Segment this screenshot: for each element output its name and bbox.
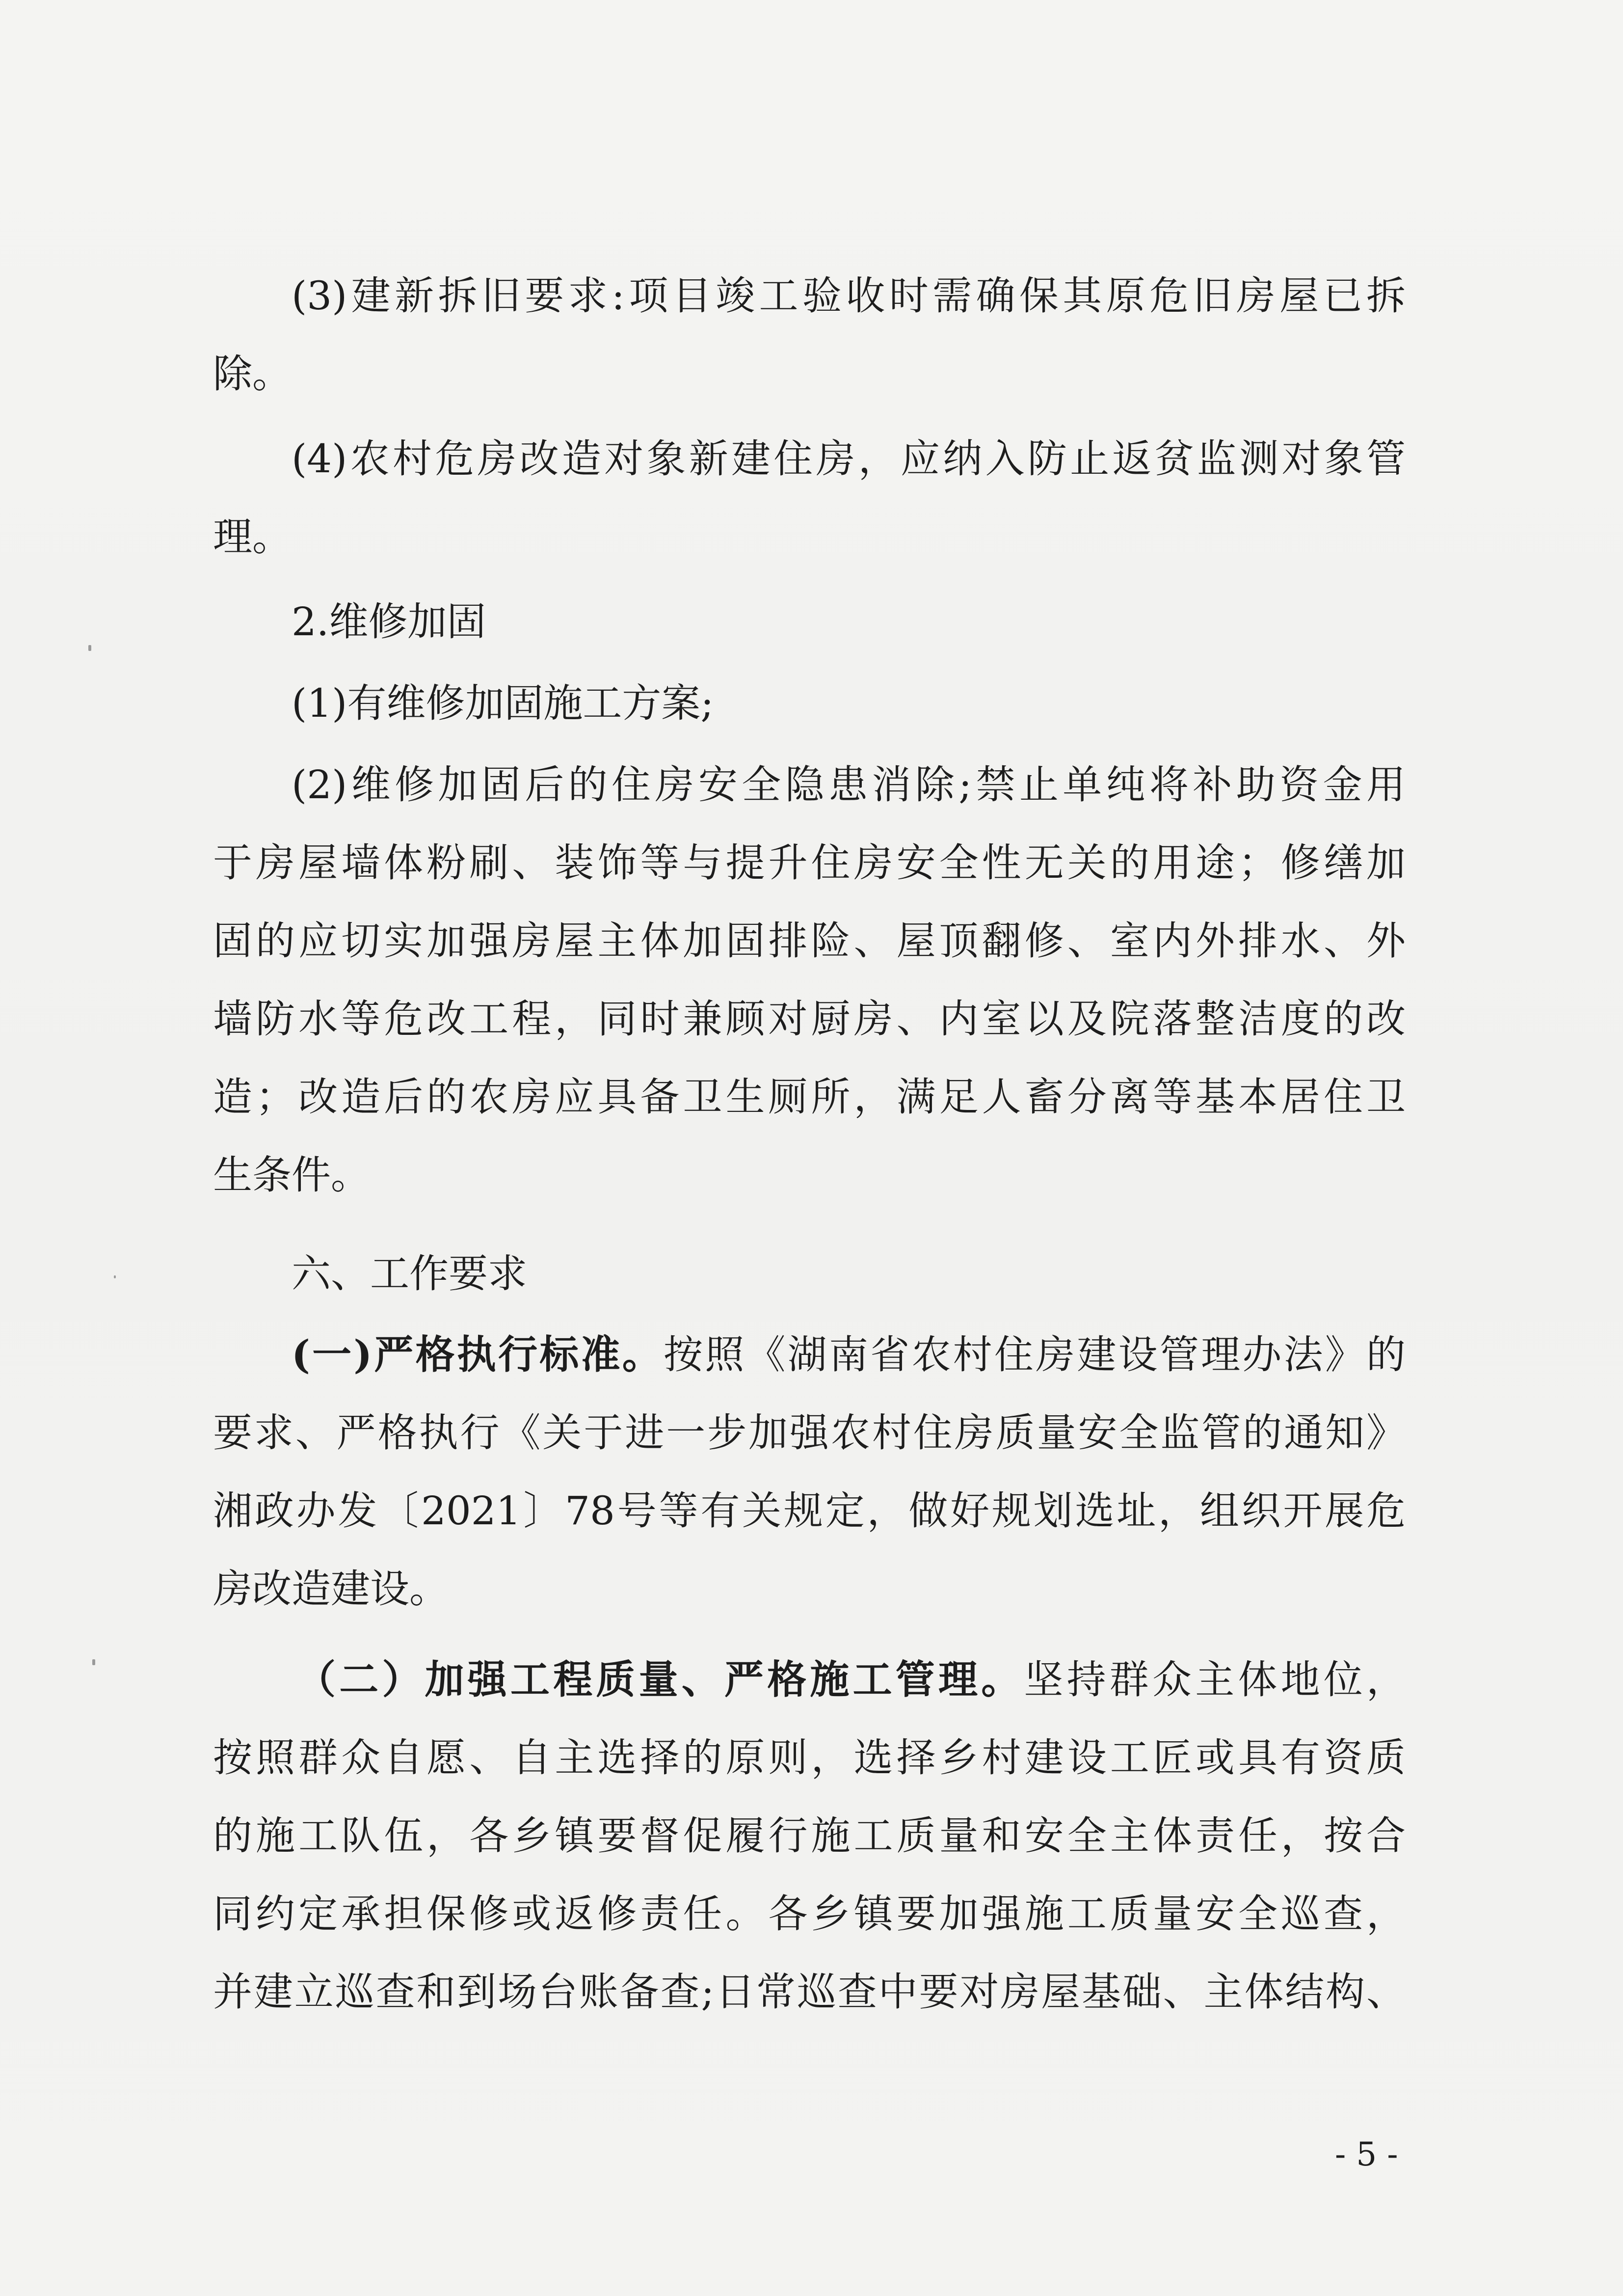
- text-line: 生条件。: [213, 1152, 370, 1198]
- text-line: 于房屋墙体粉刷、装饰等与提升住房安全性无关的用途；修缮加: [213, 840, 1406, 886]
- text-line: [213, 1641, 1406, 1719]
- paragraph-quality-management: [213, 1641, 1406, 2031]
- text-line: 按照群众自愿、自主选择的原则，选择乡村建设工匠或具有资质: [213, 1735, 1406, 1781]
- text-run: 按照《湖南省农村住房建设管理办法》的: [664, 1332, 1406, 1378]
- text-line: (2)维修加固后的住房安全隐患消除;禁止单纯将补助资金用: [292, 762, 1406, 808]
- text-line: [213, 1316, 1406, 1394]
- text-line: 墙防水等危改工程，同时兼顾对厨房、内室以及院落整洁度的改: [213, 996, 1406, 1042]
- text-line: 固的应切实加强房屋主体加固排险、屋顶翻修、室内外排水、外: [213, 918, 1406, 964]
- paragraph-item-2-repair: [213, 746, 1406, 1214]
- scan-speck: [92, 1659, 95, 1665]
- text-line: 房改造建设。: [213, 1566, 449, 1612]
- text-line: 除。: [213, 351, 292, 397]
- text-line: 湘政办发〔2021〕78号等有关规定，做好规划选址，组织开展危: [213, 1488, 1406, 1534]
- paragraph-item-4: [213, 420, 1406, 576]
- text-line: 要求、严格执行《关于进一步加强农村住房质量安全监管的通知》: [213, 1410, 1406, 1456]
- paragraph-item-3: [213, 257, 1406, 413]
- paragraph-strict-standards: [213, 1316, 1406, 1628]
- text-line: (3)建新拆旧要求:项目竣工验收时需确保其原危旧房屋已拆: [292, 273, 1406, 319]
- text-line: 的施工队伍，各乡镇要督促履行施工质量和安全主体责任，按合: [213, 1813, 1406, 1859]
- text-line: 同约定承担保修或返修责任。各乡镇要加强施工质量安全巡查，: [213, 1891, 1406, 1937]
- scan-speck: [114, 1275, 116, 1278]
- section-heading-work-requirements: 六、工作要求: [292, 1251, 527, 1297]
- text-line: 理。: [213, 514, 292, 560]
- paragraph-item-1-repair: (1)有维修加固施工方案;: [292, 680, 714, 726]
- text-line: (4)农村危房改造对象新建住房，应纳入防止返贫监测对象管: [292, 436, 1406, 482]
- bold-lead: （二）加强工程质量、严格施工管理。: [296, 1656, 1024, 1702]
- scan-speck: [88, 645, 91, 651]
- page-number: - 5 -: [1335, 2135, 1398, 2173]
- text-line: 造；改造后的农房应具备卫生厕所，满足人畜分离等基本居住卫: [213, 1074, 1406, 1120]
- bold-lead: (一)严格执行标准。: [292, 1331, 664, 1378]
- text-line: 并建立巡查和到场台账备查;日常巡查中要对房屋基础、主体结构、: [213, 1969, 1406, 2015]
- text-run: 坚持群众主体地位，: [1024, 1657, 1406, 1702]
- subheading-repair-reinforcement: 2.维修加固: [292, 599, 486, 645]
